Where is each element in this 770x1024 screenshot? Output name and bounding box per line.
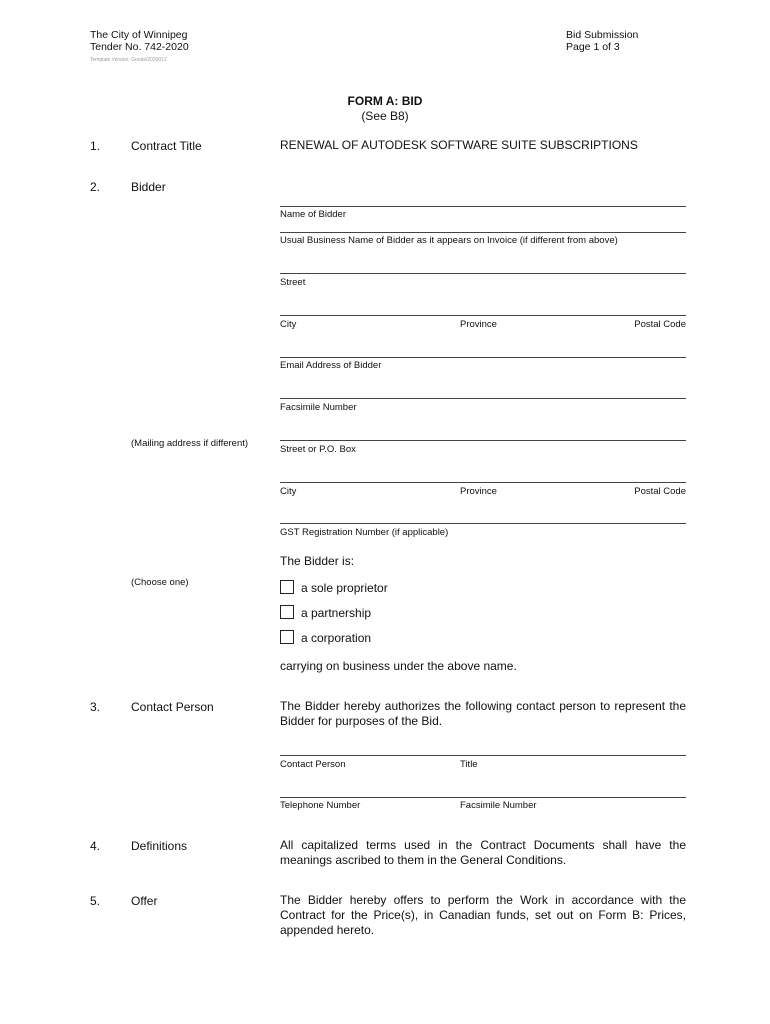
header-bid-submission: Bid Submission: [566, 29, 639, 41]
email-line[interactable]: [280, 357, 686, 358]
mailing-city-label: City: [280, 486, 297, 497]
header-tender-number: Tender No. 742-2020: [90, 41, 189, 53]
gst-line[interactable]: [280, 523, 686, 524]
street-line[interactable]: [280, 273, 686, 274]
mailing-postal-code-label: Postal Code: [634, 486, 686, 497]
section-label: Definitions: [131, 839, 188, 853]
header-page-number: Page 1 of 3: [566, 41, 620, 53]
street-label: Street: [280, 277, 306, 288]
form-title: FORM A: BID: [347, 94, 423, 108]
section-number: 4.: [90, 839, 101, 853]
name-of-bidder-label: Name of Bidder: [280, 209, 347, 220]
contact-person-line[interactable]: [280, 755, 686, 756]
usual-business-name-label: Usual Business Name of Bidder as it appears on Invoice (if different from above): [280, 235, 618, 246]
sole-proprietor-checkbox[interactable]: [280, 580, 294, 594]
facsimile-label: Facsimile Number: [280, 402, 357, 413]
po-box-line[interactable]: [280, 440, 686, 441]
mailing-address-note: (Mailing address if different): [131, 438, 249, 449]
postal-code-label: Postal Code: [634, 319, 686, 330]
name-of-bidder-line[interactable]: [280, 206, 686, 207]
offer-paragraph: The Bidder hereby offers to perform the Work in accordance with the Contract for the Price(s), in Canadian funds, set out on Form B: Prices, appended hereto.: [280, 893, 686, 937]
section-number: 3.: [90, 700, 101, 714]
contact-person-paragraph: The Bidder hereby authorizes the following contact person to represent the Bidder for purposes of the Bid.: [280, 699, 686, 728]
partnership-label: a partnership: [301, 606, 372, 620]
bidder-is-heading: The Bidder is:: [280, 554, 355, 568]
facsimile-line[interactable]: [280, 398, 686, 399]
contact-facsimile-label: Facsimile Number: [460, 800, 537, 811]
section-number: 1.: [90, 139, 101, 153]
title-label: Title: [460, 759, 478, 770]
city-province-postal-line[interactable]: [280, 315, 686, 316]
city-label: City: [280, 319, 297, 330]
section-label: Contact Person: [131, 700, 214, 714]
contract-title-value: RENEWAL OF AUTODESK SOFTWARE SUITE SUBSCRIPTIONS: [280, 138, 638, 152]
sole-proprietor-label: a sole proprietor: [301, 581, 388, 595]
choose-one-note: (Choose one): [131, 577, 189, 588]
section-number: 2.: [90, 180, 101, 194]
province-label: Province: [460, 319, 497, 330]
gst-label: GST Registration Number (if applicable): [280, 527, 449, 538]
telephone-label: Telephone Number: [280, 800, 361, 811]
template-version-note: Template Version: Goods/2020012: [90, 57, 167, 63]
corporation-checkbox[interactable]: [280, 630, 294, 644]
mailing-city-province-postal-line[interactable]: [280, 482, 686, 483]
definitions-paragraph: All capitalized terms used in the Contract Documents shall have the meanings ascribed to them in the General Conditions.: [280, 838, 686, 867]
usual-business-name-line[interactable]: [280, 232, 686, 233]
form-subtitle: (See B8): [361, 109, 409, 123]
section-label: Bidder: [131, 180, 166, 194]
carrying-on-business-text: carrying on business under the above name.: [280, 659, 517, 673]
contact-person-label: Contact Person: [280, 759, 346, 770]
partnership-checkbox[interactable]: [280, 605, 294, 619]
po-box-label: Street or P.O. Box: [280, 444, 356, 455]
section-label: Offer: [131, 894, 158, 908]
section-label: Contract Title: [131, 139, 202, 153]
email-label: Email Address of Bidder: [280, 360, 382, 371]
header-city: The City of Winnipeg: [90, 29, 188, 41]
mailing-province-label: Province: [460, 486, 497, 497]
telephone-line[interactable]: [280, 797, 686, 798]
section-number: 5.: [90, 894, 101, 908]
corporation-label: a corporation: [301, 631, 372, 645]
